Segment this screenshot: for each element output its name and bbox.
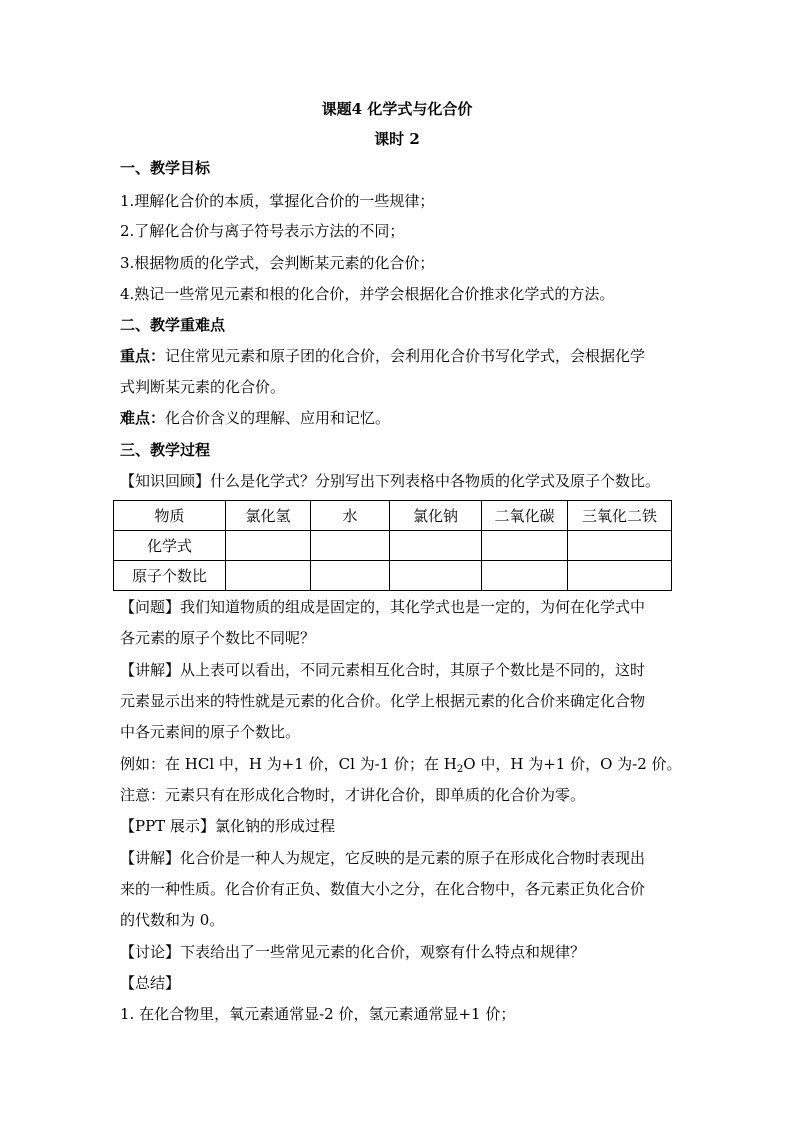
table-row <box>114 561 672 591</box>
lesson-title: 课题4 化学式与化合价 <box>321 100 473 118</box>
section-heading-key-points: 二、教学重难点 <box>120 316 226 334</box>
table-cell <box>390 561 482 591</box>
explanation-line: 元素显示出来的特性就是元素的化合价。化学上根据元素的化合价来确定化合物 <box>120 692 646 710</box>
explanation-line: 的代数和为 0。 <box>120 911 225 929</box>
discussion-line: 【讨论】下表给出了一些常见元素的化合价，观察有什么特点和规律？ <box>120 943 586 961</box>
key-point-text: 记住常见元素和原子团的化合价，会利用化合价书写化学式，会根据化学 <box>165 347 646 365</box>
question-line: 各元素的原子个数比不同呢？ <box>120 629 316 647</box>
explanation-line: 【讲解】从上表可以看出，不同元素相互化合时，其原子个数比是不同的，这时 <box>120 661 646 679</box>
difficult-point-label: 难点： <box>120 409 166 427</box>
objective-item: 3.根据物质的化学式，会判断某元素的化合价； <box>120 254 435 272</box>
table-header-cell: 物质 <box>114 501 226 531</box>
difficult-point-text: 化合价含义的理解、应用和记忆。 <box>165 409 391 427</box>
key-point-line <box>120 346 680 366</box>
table-cell <box>482 531 568 561</box>
knowledge-review: 【知识回顾】什么是化学式？分别写出下列表格中各物质的化学式及原子个数比。 <box>120 472 661 490</box>
question-line: 【问题】我们知道物质的组成是固定的，其化学式也是一定的，为何在化学式中 <box>120 598 646 616</box>
table-cell <box>311 531 390 561</box>
table-cell <box>482 561 568 591</box>
note-line: 注意：元素只有在形成化合物时，才讲化合价，即单质的化合价为零。 <box>120 786 586 804</box>
table-row-label: 化学式 <box>114 531 226 561</box>
table-cell <box>568 531 672 561</box>
objective-item: 1.理解化合价的本质，掌握化合价的一些规律； <box>120 192 435 210</box>
explanation-line: 【讲解】化合价是一种人为规定，它反映的是元素的原子在形成化合物时表现出 <box>120 849 646 867</box>
key-point-line-continued: 式判断某元素的化合价。 <box>120 378 286 396</box>
table-cell <box>226 531 311 561</box>
table-row-label: 原子个数比 <box>114 561 226 591</box>
section-heading-objectives: 一、教学目标 <box>120 159 211 177</box>
summary-item: 1. 在化合物里，氧元素通常显-2 价，氢元素通常显+1 价； <box>120 1005 516 1023</box>
summary-heading: 【总结】 <box>120 974 181 992</box>
table-cell <box>568 561 672 591</box>
key-point-label: 重点： <box>120 347 166 365</box>
example-text: 例如：在 HCl 中，H 为+1 价，Cl 为-1 价；在 H <box>120 755 457 773</box>
explanation-line: 中各元素间的原子个数比。 <box>120 723 301 741</box>
lesson-subtitle: 课时 2 <box>374 130 420 148</box>
subscript: 2 <box>456 764 464 775</box>
objective-item: 4.熟记一些常见元素和根的化合价，并学会根据化合价推求化学式的方法。 <box>120 285 615 303</box>
table-header-cell: 氯化钠 <box>390 501 482 531</box>
section-heading-process: 三、教学过程 <box>120 441 211 459</box>
example-line <box>120 754 680 774</box>
table-cell <box>311 561 390 591</box>
example-text: O 中，H 为+1 价，O 为-2 价。 <box>463 755 682 773</box>
table-header-cell: 三氧化二铁 <box>568 501 672 531</box>
explanation-line: 来的一种性质。化合价有正负、数值大小之分，在化合物中，各元素正负化合价 <box>120 880 646 898</box>
table-header-cell: 氯化氢 <box>226 501 311 531</box>
table-header-cell: 水 <box>311 501 390 531</box>
ppt-line: 【PPT 展示】氯化钠的形成过程 <box>120 817 335 835</box>
table-header-cell: 二氧化碳 <box>482 501 568 531</box>
table-header-row <box>114 501 672 531</box>
difficult-point-line <box>120 408 680 428</box>
objective-item: 2.了解化合价与离子符号表示方法的不同； <box>120 222 405 240</box>
table-cell <box>390 531 482 561</box>
table-cell <box>226 561 311 591</box>
substance-table <box>113 500 672 591</box>
table-row <box>114 531 672 561</box>
